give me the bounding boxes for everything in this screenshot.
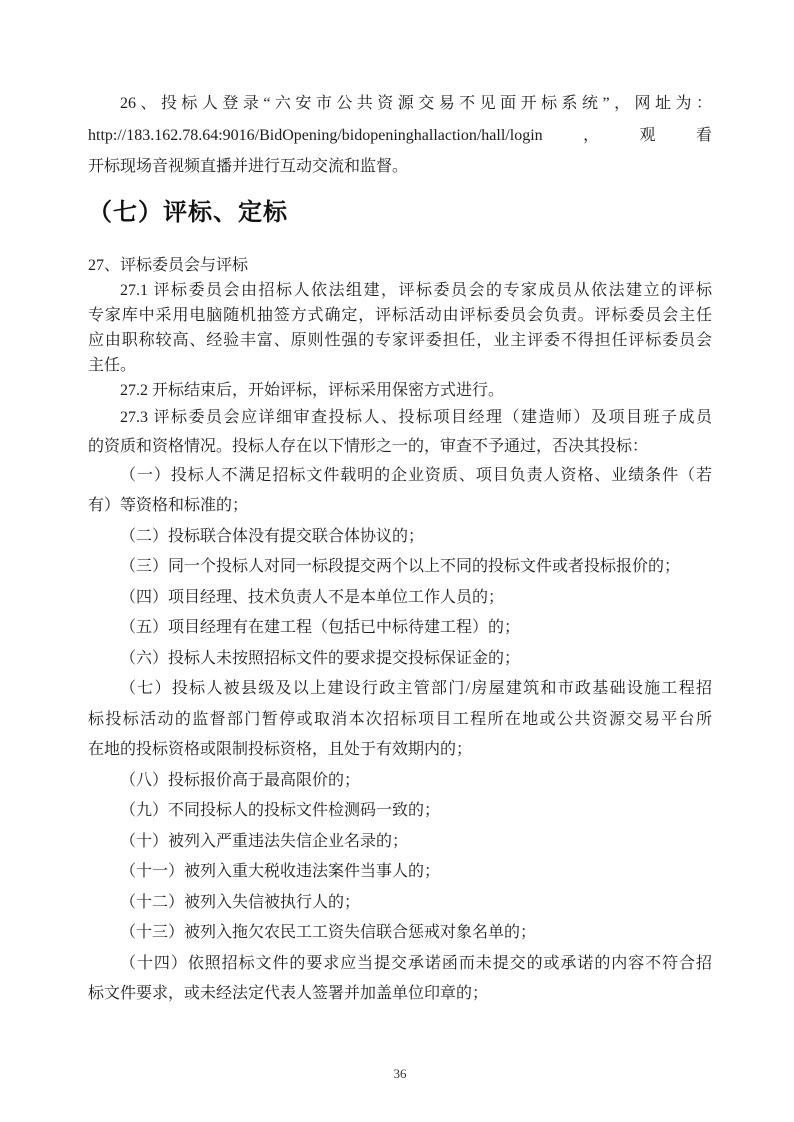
text-line: 26、投标人登录“六安市公共资源交易不见面开标系统”，网址为： (120, 95, 712, 112)
text-line: 有）等资格和标准的； (88, 497, 249, 514)
condition-item-5 (88, 613, 712, 644)
condition-item-7 (88, 674, 712, 766)
clause-26-paragraph (88, 88, 712, 183)
text-line: （四）项目经理、技术负责人不是本单位工作人员的； (120, 588, 505, 606)
text-line: 标文件要求，或未经法定代表人签署并加盖单位印章的； (88, 985, 489, 1002)
clause-27-title (88, 253, 712, 278)
condition-item-8 (88, 766, 712, 797)
text-line: 专家库中采用电脑随机抽签方式确定，评标活动由评标委员会负责。评标委员会主任 (88, 306, 712, 324)
text-line: 应由职称较高、经验丰富、原则性强的专家评委担任，业主评委不得担任评标委员会 (88, 331, 712, 349)
text-line: 在地的投标资格或限制投标资格，且处于有效期内的； (88, 741, 473, 758)
text-line: （六）投标人未按照招标文件的要求提交投标保证金的； (120, 649, 521, 667)
condition-item-2 (88, 522, 712, 553)
condition-item-1 (88, 461, 712, 522)
text-line: （三）同一个投标人对同一标段提交两个以上不同的投标文件或者投标报价的； (120, 558, 681, 575)
text-line: 标投标活动的监督部门暂停或取消本次招标项目工程所在地或公共资源交易平台所 (88, 710, 712, 728)
section-heading: （七）评标、定标 (88, 198, 288, 226)
text-line: （十二）被列入失信被执行人的； (120, 893, 361, 911)
text-line: （十四）依照招标文件的要求应当提交承诺函而未提交的或承诺的内容不符合招 (120, 954, 712, 972)
condition-item-12 (88, 888, 712, 919)
text-line: （二）投标联合体没有提交联合体协议的； (120, 527, 425, 545)
condition-item-6 (88, 644, 712, 675)
text-line: （九）不同投标人的投标文件检测码一致的； (120, 802, 441, 819)
condition-item-3 (88, 552, 712, 583)
text-line: 27、评标委员会与评标 (88, 256, 249, 274)
text-line: 27.3 评标委员会应详细审查投标人、投标项目经理（建造师）及项目班子成员 (120, 408, 712, 426)
text-line: （十一）被列入重大税收违法案件当事人的； (120, 863, 441, 880)
condition-item-14 (88, 949, 712, 1010)
text-line: 开标现场音视频直播并进行互动交流和监督。 (88, 158, 409, 175)
clause-27-3-paragraph (88, 403, 712, 461)
text-line: （七）投标人被县级及以上建设行政主管部门/房屋建筑和市政基础设施工程招 (120, 680, 712, 697)
text-line: 主任。 (88, 356, 137, 374)
text-line: 的资质和资格情况。投标人存在以下情形之一的，审查不予通过，否决其投标： (88, 437, 649, 455)
condition-item-4 (88, 583, 712, 614)
text-line: 27.1 评标委员会由招标人依法组建，评标委员会的专家成员从依法建立的评标 (120, 281, 712, 299)
text-line: 27.2 开标结束后，开始评标，评标采用保密方式进行。 (120, 381, 505, 399)
clause-27-2-paragraph (88, 378, 712, 403)
text-line: http://183.162.78.64:9016/BidOpening/bidopeninghallaction/hall/login，观看 (88, 126, 712, 144)
condition-item-9 (88, 796, 712, 827)
text-line: （十三）被列入拖欠农民工工资失信联合惩戒对象名单的； (120, 924, 537, 941)
text-line: （十）被列入严重违法失信企业名录的； (120, 832, 409, 850)
text-line: （一）投标人不满足招标文件载明的企业资质、项目负责人资格、业绩条件（若 (120, 466, 712, 484)
text-line: （五）项目经理有在建工程（包括已中标待建工程）的； (120, 619, 521, 636)
condition-item-11 (88, 857, 712, 888)
page-number: 36 (393, 1065, 407, 1081)
condition-item-13 (88, 918, 712, 949)
clause-27-1-paragraph (88, 278, 712, 378)
text-line: （八）投标报价高于最高限价的； (120, 771, 361, 789)
condition-item-10 (88, 827, 712, 858)
